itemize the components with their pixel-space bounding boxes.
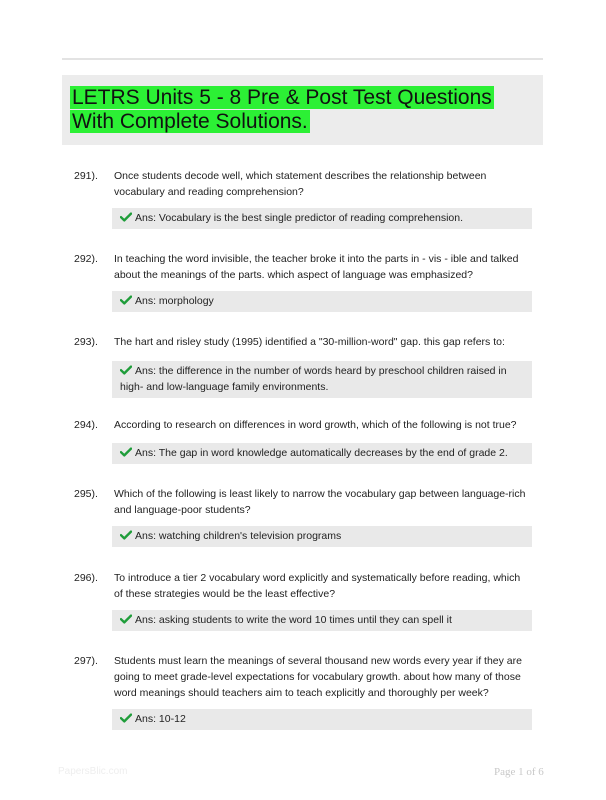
answer-text: Ans: 10-12 [135, 713, 186, 725]
answer-box [112, 443, 532, 464]
question-number: 292). [74, 253, 98, 265]
question-text: The hart and risley study (1995) identified a "30-million-word" gap. this gap refers to: [114, 336, 505, 348]
answer-text: Ans: Vocabulary is the best single predictor of reading comprehension. [135, 212, 464, 224]
question-number: 295). [74, 488, 98, 500]
document-title-text: LETRS Units 5 - 8 Pre & Post Test Questions With Complete Solutions. [72, 86, 492, 133]
answer-text: Ans: morphology [135, 295, 214, 307]
question-number: 294). [74, 419, 98, 431]
check-icon [120, 713, 132, 723]
question-number: 296). [74, 572, 98, 584]
answer-box [112, 208, 532, 229]
answer-text: Ans: asking students to write the word 10 times until they can spell it [135, 614, 452, 626]
title-banner [62, 75, 543, 145]
page-number: Page 1 of 6 [494, 766, 544, 778]
answer-text: Ans: watching children's television programs [135, 530, 342, 542]
answer-box [112, 526, 532, 547]
question-text: To introduce a tier 2 vocabulary word explicitly and systematically before reading, which of these strategies would be the least effective? [114, 572, 521, 600]
check-icon [120, 212, 132, 222]
question-text: According to research on differences in word growth, which of the following is not true? [114, 419, 517, 431]
question-number: 293). [74, 336, 98, 348]
answer-box [112, 709, 532, 730]
question-number: 291). [74, 170, 98, 182]
document-title [70, 86, 538, 134]
question-text: In teaching the word invisible, the teacher broke it into the parts in - vis - ible and talked about the meanings of the parts. which aspect of language was emphasized? [114, 253, 519, 281]
question-text: Students must learn the meanings of several thousand new words every year if they are going to meet grade-level expectations for vocabulary growth. about how many of those word meanings should teachers aim to teach explicitly and thoroughly per week? [114, 655, 522, 699]
question-text: Once students decode well, which statement describes the relationship between vocabulary and reading comprehension? [114, 170, 487, 198]
answer-text: Ans: The gap in word knowledge automatically decreases by the end of grade 2. [135, 447, 508, 459]
answer-text: Ans: the difference in the number of words heard by preschool children raised in high- and low-language family environments. [120, 365, 507, 393]
check-icon [120, 295, 132, 305]
check-icon [120, 365, 132, 375]
check-icon [120, 530, 132, 540]
question-number: 297). [74, 655, 98, 667]
answer-box [112, 610, 532, 631]
question-text: Which of the following is least likely to narrow the vocabulary gap between language-rich and language-poor students? [114, 488, 526, 516]
check-icon [120, 447, 132, 457]
footer-watermark: PapersBlic.com [58, 766, 128, 777]
check-icon [120, 614, 132, 624]
answer-box [112, 291, 532, 312]
answer-box [112, 361, 532, 398]
top-divider [62, 58, 543, 60]
